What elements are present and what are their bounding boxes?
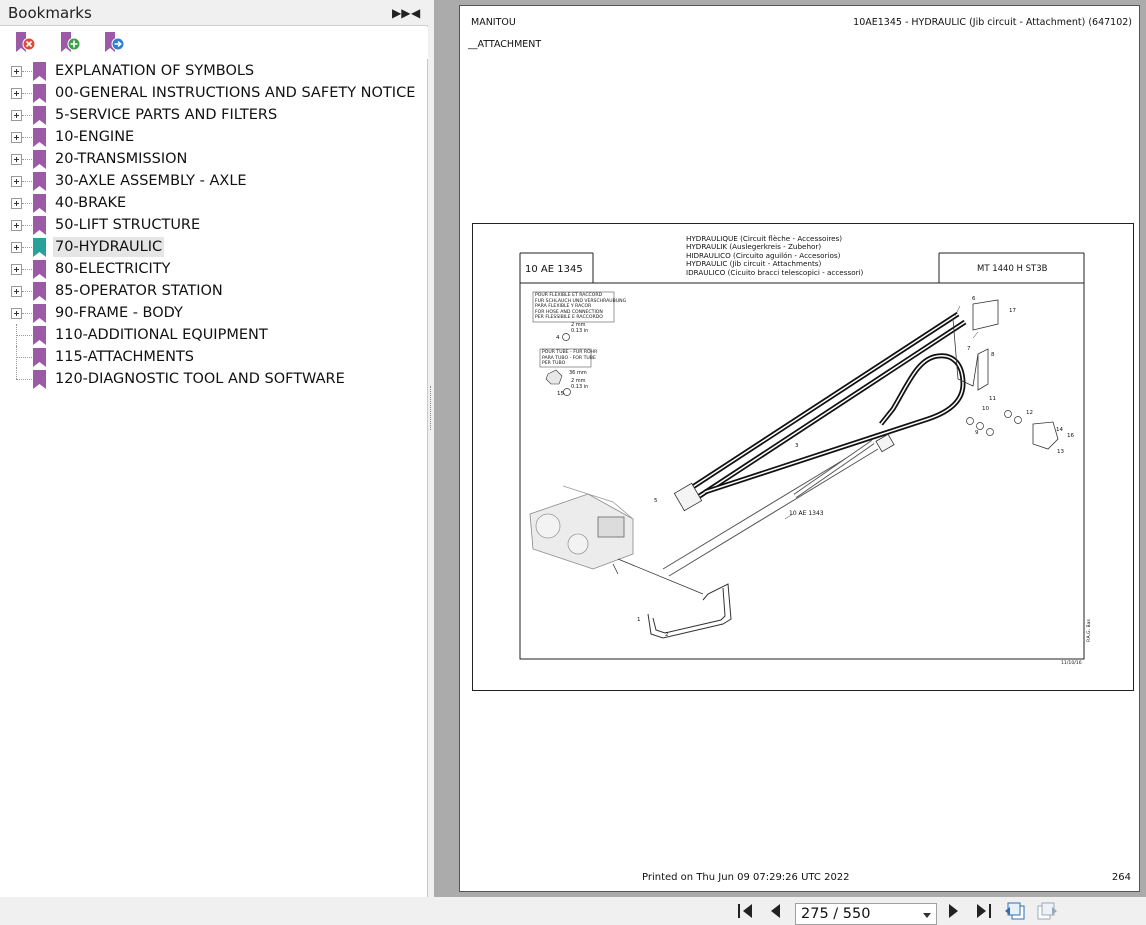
bookmark-item[interactable] — [0, 302, 428, 324]
first-page-icon[interactable] — [736, 902, 756, 920]
drawing-initials: P.A.G. Bas — [1087, 619, 1092, 642]
goto-bookmark-icon[interactable] — [103, 31, 125, 55]
next-page-icon[interactable] — [943, 902, 963, 920]
callout-number: 11 — [989, 396, 996, 402]
callout-number: 4 — [556, 335, 560, 341]
bookmark-icon — [33, 128, 46, 147]
bookmark-item-selected[interactable] — [0, 236, 428, 258]
page-number-field[interactable] — [795, 903, 937, 925]
last-page-icon[interactable] — [973, 902, 993, 920]
bookmark-item[interactable] — [0, 104, 428, 126]
bookmark-icon — [33, 150, 46, 169]
parts-drawing — [472, 223, 1134, 691]
bookmark-label[interactable]: 110-ADDITIONAL EQUIPMENT — [55, 327, 268, 343]
bookmark-label[interactable]: 20-TRANSMISSION — [55, 151, 188, 167]
callout-number: 8 — [991, 352, 995, 358]
callout-number: 2 — [665, 632, 669, 638]
dimension-label: 36 mm — [569, 370, 587, 376]
callout-number: 17 — [1009, 308, 1016, 314]
bookmark-label[interactable]: 5-SERVICE PARTS AND FILTERS — [55, 107, 278, 123]
bookmark-label[interactable]: 30-AXLE ASSEMBLY - AXLE — [55, 173, 247, 189]
bookmark-label[interactable]: 50-LIFT STRUCTURE — [55, 217, 201, 233]
page-number-input[interactable]: 275 / 550 — [801, 906, 871, 922]
callout-number: 3 — [795, 443, 799, 449]
expand-icon[interactable] — [11, 66, 22, 77]
bookmark-icon — [33, 348, 46, 367]
bookmark-icon — [33, 238, 46, 257]
callout-ref: 10 AE 1343 — [789, 510, 824, 517]
dimension-label: 2 mm 0.13 in — [571, 378, 589, 390]
callout-number: 10 — [982, 406, 989, 412]
expand-icon[interactable] — [11, 308, 22, 319]
dimension-label: 2 mm 0.13 in — [571, 322, 589, 334]
callout-number: 9 — [975, 430, 979, 436]
bookmark-item[interactable] — [0, 258, 428, 280]
expand-icon[interactable] — [11, 154, 22, 165]
bookmark-item[interactable] — [0, 368, 428, 390]
bookmark-icon — [33, 216, 46, 235]
callout-number: 7 — [967, 346, 971, 352]
drawing-ref-right: MT 1440 H ST3B — [977, 264, 1048, 274]
bookmark-icon — [33, 304, 46, 323]
bookmark-icon — [33, 194, 46, 213]
bookmark-item[interactable] — [0, 192, 428, 214]
callout-number: 1 — [637, 617, 641, 623]
collapse-panel-icon[interactable]: ◀ — [411, 6, 421, 20]
navigation-bar — [0, 897, 1146, 925]
expand-icon[interactable] — [11, 264, 22, 275]
drawing-title-block: HYDRAULIQUE (Circuit flèche - Accessoires) HYDRAULIK (Auslegerkreis - Zubehor) HIDRAULICO (Circuito aguilón - Accesorios) HYDRAULIC (Jib circuit - Attachments) IDRAULICO (Cicuito bracci telescopici - accessori) — [686, 234, 864, 277]
bookmark-item[interactable] — [0, 148, 428, 170]
note-hose: POUR FLEXIBLE ET RACCORD FUR SCHLAUCH UND VERSCHRAUBUNG PARA FLEXIBLE Y RACOR FOR HOSE AND CONNECTION PER FLESSIBILE E RACCORDO — [535, 293, 627, 320]
bookmark-icon — [33, 260, 46, 279]
expand-icon[interactable] — [11, 286, 22, 297]
pdf-page — [459, 5, 1140, 892]
bookmark-icon — [33, 282, 46, 301]
expand-icon[interactable] — [11, 88, 22, 99]
bookmark-label[interactable]: 115-ATTACHMENTS — [55, 349, 194, 365]
bookmark-label[interactable]: 80-ELECTRICITY — [55, 261, 171, 277]
drawing-date: 11/10/16 — [1061, 661, 1082, 666]
previous-view-icon[interactable] — [1004, 902, 1026, 920]
callout-number: 13 — [1057, 449, 1064, 455]
callout-number: 6 — [972, 296, 976, 302]
bookmark-label[interactable]: 40-BRAKE — [55, 195, 127, 211]
drawing-ref-left: 10 AE 1345 — [525, 264, 583, 275]
add-bookmark-icon[interactable] — [59, 31, 81, 55]
bookmark-icon — [33, 106, 46, 125]
expand-icon[interactable] — [11, 110, 22, 121]
bookmarks-panel-title: Bookmarks — [8, 4, 92, 22]
bookmark-icon — [33, 84, 46, 103]
expand-icon[interactable] — [11, 198, 22, 209]
bookmark-icon — [33, 370, 46, 389]
bookmark-item[interactable] — [0, 126, 428, 148]
bookmark-item[interactable] — [0, 214, 428, 236]
page-header-title: 10AE1345 - HYDRAULIC (Jib circuit - Attachment) (647102) — [853, 17, 1132, 28]
bookmark-label[interactable]: EXPLANATION OF SYMBOLS — [55, 63, 255, 79]
bookmark-item[interactable] — [0, 346, 428, 368]
bookmark-label[interactable]: 10-ENGINE — [55, 129, 135, 145]
bookmarks-panel — [0, 0, 428, 897]
bookmark-label[interactable]: 85-OPERATOR STATION — [55, 283, 223, 299]
bookmark-item[interactable] — [0, 82, 428, 104]
document-viewer[interactable] — [434, 0, 1146, 897]
bookmark-item[interactable] — [0, 324, 428, 346]
bookmark-label[interactable]: 70-HYDRAULIC — [55, 239, 163, 255]
bookmark-item[interactable] — [0, 60, 428, 82]
expand-icon[interactable] — [11, 132, 22, 143]
expand-icon[interactable] — [11, 176, 22, 187]
bookmarks-toolbar — [0, 27, 428, 59]
callout-number: 15 — [557, 391, 564, 397]
bookmark-icon — [33, 172, 46, 191]
page-header-brand: MANITOU — [471, 17, 516, 28]
bookmark-label[interactable]: 120-DIAGNOSTIC TOOL AND SOFTWARE — [55, 371, 345, 387]
page-footer-number: 264 — [1111, 872, 1131, 883]
callout-number: 14 — [1056, 427, 1063, 433]
chevron-down-icon[interactable] — [923, 913, 931, 918]
bookmark-icon — [33, 326, 46, 345]
bookmark-label[interactable]: 00-GENERAL INSTRUCTIONS AND SAFETY NOTICE — [55, 85, 416, 101]
note-tube: POUR TUBE - FUR ROHR PARA TUBO - FOR TUBE PER TUBO — [542, 350, 598, 366]
bookmarks-panel-header — [0, 0, 428, 26]
bookmark-item[interactable] — [0, 170, 428, 192]
section-title: __ATTACHMENT — [468, 39, 542, 50]
callout-number: 12 — [1026, 410, 1033, 416]
delete-bookmark-icon[interactable] — [14, 31, 36, 55]
previous-page-icon[interactable] — [766, 902, 786, 920]
expand-icon[interactable] — [11, 220, 22, 231]
panel-options-icon[interactable]: ▶▶ — [392, 6, 411, 20]
callout-number: 5 — [654, 498, 658, 504]
bookmark-item[interactable] — [0, 280, 428, 302]
bookmark-tree — [0, 60, 428, 390]
bookmark-label[interactable]: 90-FRAME - BODY — [55, 305, 183, 321]
bookmark-icon — [33, 62, 46, 81]
next-view-icon[interactable] — [1036, 902, 1058, 920]
printed-on-text: Printed on Thu Jun 09 07:29:26 UTC 2022 — [642, 872, 850, 883]
expand-icon[interactable] — [11, 242, 22, 253]
callout-number: 16 — [1067, 433, 1074, 439]
